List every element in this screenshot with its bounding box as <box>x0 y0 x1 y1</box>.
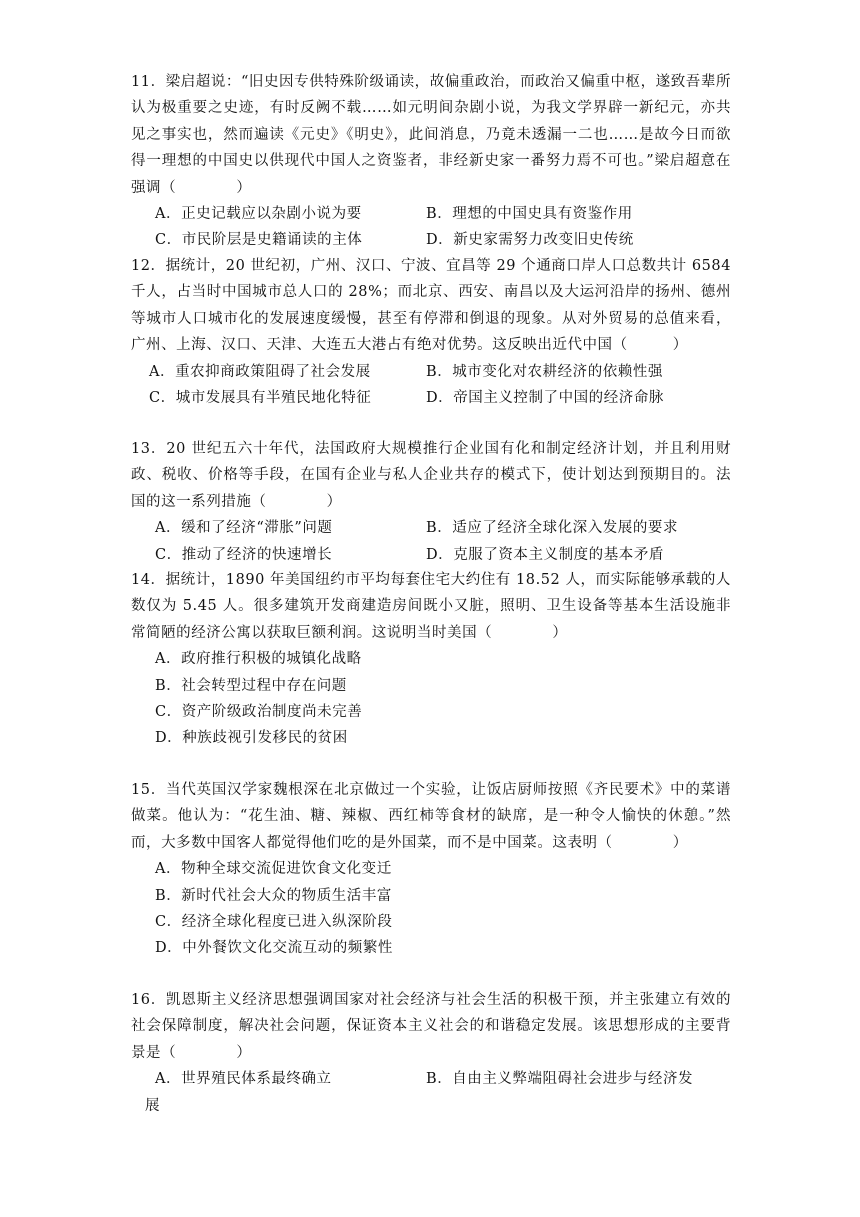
options-row <box>131 1066 731 1092</box>
option-d[interactable]: D．克服了资本主义制度的基本矛盾 <box>426 546 664 563</box>
option-a[interactable]: A．物种全球交流促进饮食文化变迁 <box>155 861 392 878</box>
question-stem: 13．20 世纪五六十年代，法国政府大规模推行企业国有化和制定经济计划，并且利用财政、税收、价格等手段，在国有企业与私人企业共存的模式下，使计划达到预期目的。法国的这一系列措施（ ） <box>131 441 731 510</box>
option-d[interactable]: D．新史家需努力改变旧史传统 <box>426 232 634 249</box>
options-row <box>131 385 731 411</box>
question-15 <box>131 777 731 962</box>
options-row <box>131 201 731 227</box>
option-b[interactable]: B．社会转型过程中存在问题 <box>155 677 347 694</box>
option-b[interactable]: B．城市变化对农耕经济的依赖性强 <box>426 363 663 380</box>
question-stem: 16．凯恩斯主义经济思想强调国家对社会经济与社会生活的积极干预，并主张建立有效的社会保障制度，解决社会问题，保证资本主义社会的和谐稳定发展。该思想形成的主要背景是（ ） <box>131 992 731 1061</box>
option-b-continuation: 展 <box>145 1097 161 1114</box>
options-row <box>131 227 731 253</box>
question-stem: 15．当代英国汉学家魏根深在北京做过一个实验，让饭店厨师按照《齐民要术》中的菜谱做菜。他认为：“花生油、糖、辣椒、西红柿等食材的缺席，是一种令人愉快的休憩。”然而，大多数中国客人都觉得他们吃的是外国菜，而不是中国菜。这表明（ ） <box>131 782 731 851</box>
option-d[interactable]: D．中外餐饮文化交流互动的频繁性 <box>155 940 393 957</box>
question-13 <box>131 436 731 568</box>
option-b[interactable]: B．适应了经济全球化深入发展的要求 <box>426 520 679 537</box>
question-stem: 11．梁启超说：“旧史因专供特殊阶级诵读，故偏重政治，而政治又偏重中枢，遂致吾辈所认为极重要之史迹，有时反阙不载……如元明间杂剧小说，为我文学界辟一新纪元，亦共见之事实也，然而遍读《元史》《明史》，此间消息，乃竟未透漏一二也……是故今日而欲得一理想的中国史以供现代中国人之资鉴者，非经新史家一番努力焉不可也。”梁启超意在强调（ ） <box>131 74 731 196</box>
option-c[interactable]: C．资产阶级政治制度尚未完善 <box>155 704 363 721</box>
options-row <box>131 515 731 541</box>
option-a[interactable]: A．政府推行积极的城镇化战略 <box>155 651 362 668</box>
option-a[interactable]: A．世界殖民体系最终确立 <box>155 1071 332 1088</box>
option-c[interactable]: C．城市发展具有半殖民地化特征 <box>149 390 372 407</box>
option-d[interactable]: D．种族歧视引发移民的贫困 <box>155 730 348 747</box>
option-c[interactable]: C．推动了经济的快速增长 <box>155 546 333 563</box>
option-a[interactable]: A．缓和了经济“滞胀”问题 <box>155 520 333 537</box>
option-b[interactable]: B．新时代社会大众的物质生活丰富 <box>155 887 392 904</box>
question-14 <box>131 567 731 752</box>
option-c[interactable]: C．经济全球化程度已进入纵深阶段 <box>155 914 393 931</box>
option-a[interactable]: A．重农抑商政策阻碍了社会发展 <box>149 363 371 380</box>
question-stem: 12．据统计，20 世纪初，广州、汉口、宁波、宜昌等 29 个通商口岸人口总数共计 6584 千人，占当时中国城市总人口的 28%；而北京、西安、南昌以及大运河沿岸的扬州、德州等城市人口城市化的发展速度缓慢，甚至有停滞和倒退的现象。从对外贸易的总值来看，广州、上海、汉口、天津、大连五大港占有绝对优势。这反映出近代中国（ ） <box>131 258 731 354</box>
question-11 <box>131 69 731 254</box>
question-stem: 14．据统计，1890 年美国纽约市平均每套住宅大约住有 18.52 人，而实际能够承载的人数仅为 5.45 人。很多建筑开发商建造房间既小又脏，照明、卫生设备等基本生活设施非常简陋的经济公寓以获取巨额利润。这说明当时美国（ ） <box>131 572 731 641</box>
option-a[interactable]: A．正史记载应以杂剧小说为要 <box>155 206 362 223</box>
option-b[interactable]: B．理想的中国史具有资鉴作用 <box>426 206 633 223</box>
question-12 <box>131 253 731 411</box>
question-16 <box>131 987 731 1119</box>
options-row <box>131 359 731 385</box>
options-row <box>131 542 731 568</box>
option-b[interactable]: B．自由主义弊端阻碍社会进步与经济发 <box>426 1071 694 1088</box>
option-c[interactable]: C．市民阶层是史籍诵读的主体 <box>155 232 363 249</box>
option-d[interactable]: D．帝国主义控制了中国的经济命脉 <box>426 390 664 407</box>
